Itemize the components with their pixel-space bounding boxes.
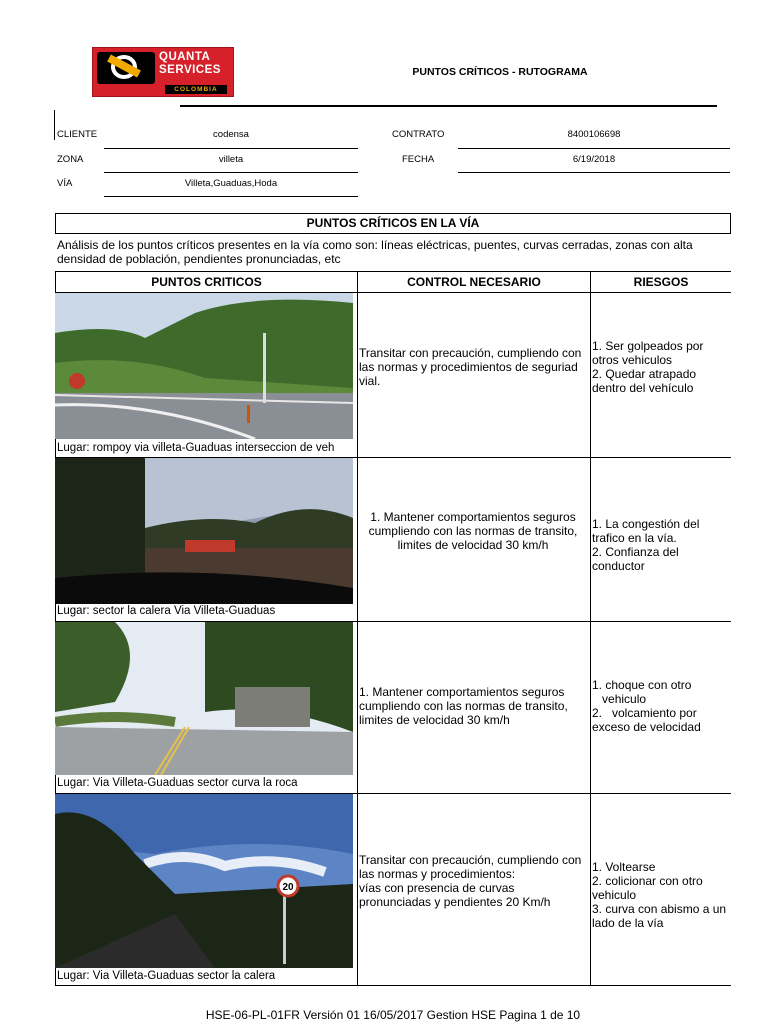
via-value: Villeta,Guaduas,Hoda	[184, 178, 278, 189]
row-3-lugar: Lugar: Via Villeta-Guaduas sector curva la roca	[57, 777, 298, 789]
photo-rompoy	[55, 293, 353, 439]
contrato-underline	[458, 148, 730, 149]
row-1-control: Transitar con precaución, cumpliendo con las normas y procedimientos de seguriad vial.	[359, 346, 582, 388]
photo-sector-la-calera	[55, 458, 353, 604]
cliente-underline	[104, 148, 358, 149]
contrato-value: 8400106698	[567, 129, 621, 140]
cliente-value: codensa	[213, 129, 249, 140]
row-3-control: 1. Mantener comportamientos seguros cumpliendo con las normas de transito, limites de velocidad 30 km/h	[359, 685, 568, 727]
fecha-label: FECHA	[402, 154, 435, 165]
photo-la-calera	[55, 794, 353, 968]
contrato-label: CONTRATO	[392, 129, 445, 140]
section-description: Análisis de los puntos críticos presentes en la vía como son: líneas eléctricas, puentes, curvas cerradas, zonas con alta densidad de población, pendientes pronunciadas, etc	[57, 238, 693, 266]
table-bottom-border	[55, 985, 731, 986]
speed-sign-text: 20	[282, 882, 294, 893]
row-4-control: Transitar con precaución, cumpliendo con las normas y procedimientos: vías con presencia de curvas pronunciadas y pendientes 20 Km/h	[359, 853, 582, 909]
table-top-border	[55, 271, 731, 272]
zona-underline	[104, 172, 358, 173]
logo-text: QUANTA SERVICES	[159, 51, 221, 76]
column-divider-1	[357, 271, 358, 986]
row-4-riesgos: 1. Voltearse 2. colicionar con otro vehiculo 3. curva con abismo a un lado de la vía	[592, 860, 727, 930]
company-logo	[92, 47, 234, 97]
via-label: VÍA	[57, 178, 73, 189]
column-header-riesgos: RIESGOS	[633, 275, 689, 289]
logo-subtitle: COLOMBIA	[165, 85, 227, 94]
row-2-control: 1. Mantener comportamientos seguros cumpliendo con las normas de transito, limites de velocidad 30 km/h	[368, 510, 578, 552]
zona-label: ZONA	[57, 154, 84, 165]
fecha-value: 6/19/2018	[572, 154, 616, 165]
logo-mark-icon	[97, 52, 155, 84]
row-1-riesgos: 1. Ser golpeados por otros vehiculos 2. Quedar atrapado dentro del vehículo	[592, 339, 704, 395]
document-title: PUNTOS CRÍTICOS - RUTOGRAMA	[412, 66, 588, 78]
row-4-lugar: Lugar: Via Villeta-Guaduas sector la calera	[57, 970, 276, 982]
left-border-top	[54, 110, 55, 140]
fecha-underline	[458, 172, 730, 173]
section-title: PUNTOS CRÍTICOS EN LA VÍA	[55, 213, 731, 234]
title-rule	[180, 105, 717, 107]
photo-curva-la-roca	[55, 622, 353, 775]
column-divider-2	[590, 271, 591, 986]
row-3-riesgos: 1. choque con otro vehiculo 2. volcamiento por exceso de velocidad	[592, 678, 701, 734]
row-1-lugar: Lugar: rompoy via villeta-Guaduas interseccion de veh	[57, 442, 335, 454]
zona-value: villeta	[218, 154, 244, 165]
via-underline	[104, 196, 358, 197]
row-2-riesgos: 1. La congestión del trafico en la vía. 2. Confianza del conductor	[592, 517, 700, 573]
row-2-lugar: Lugar: sector la calera Via Villeta-Guaduas	[57, 605, 276, 617]
page-footer: HSE-06-PL-01FR Versión 01 16/05/2017 Gestion HSE Pagina 1 de 10	[205, 1008, 581, 1022]
column-header-control: CONTROL NECESARIO	[407, 275, 541, 289]
cliente-label: CLIENTE	[57, 129, 98, 140]
column-header-puntos: PUNTOS CRITICOS	[151, 275, 262, 289]
